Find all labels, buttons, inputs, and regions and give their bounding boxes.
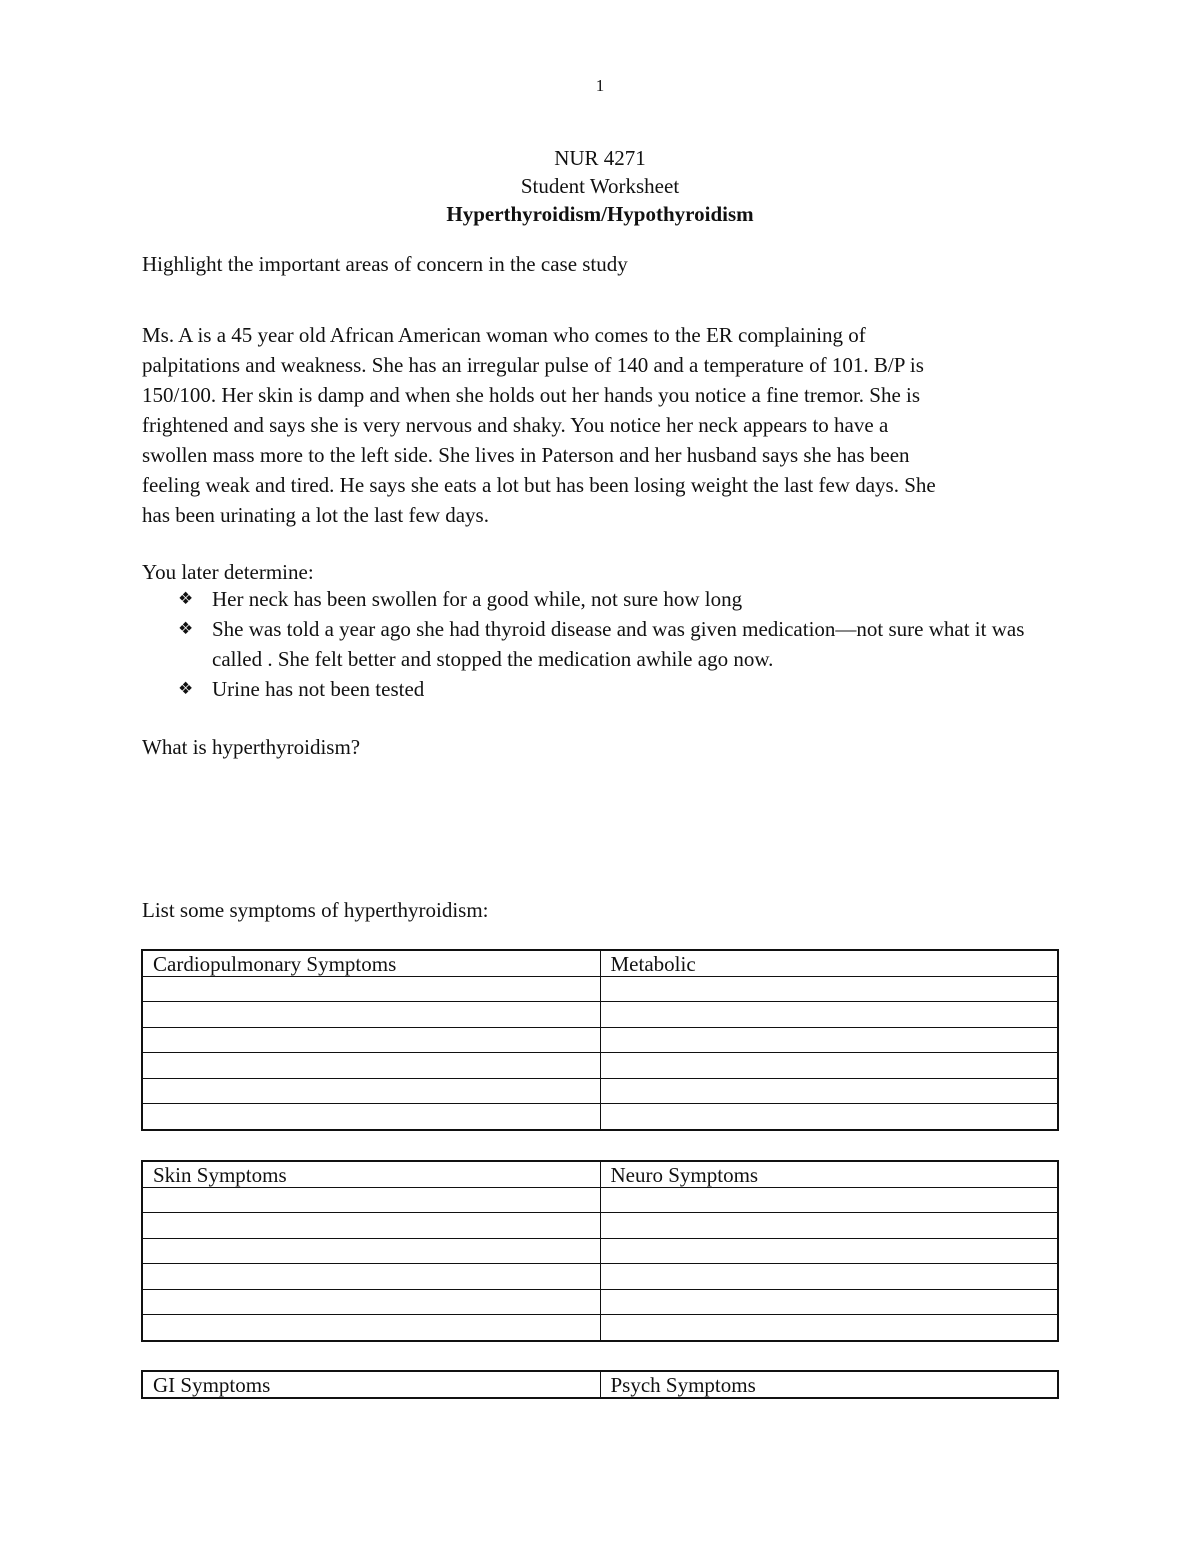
blank-cell[interactable] bbox=[142, 1002, 600, 1028]
blank-cell[interactable] bbox=[600, 1289, 1058, 1315]
blank-cell[interactable] bbox=[600, 1213, 1058, 1239]
column-header-gi: GI Symptoms bbox=[142, 1371, 600, 1398]
findings-list bbox=[142, 584, 1072, 704]
blank-cell[interactable] bbox=[142, 976, 600, 1002]
column-header-neuro: Neuro Symptoms bbox=[600, 1161, 1058, 1187]
table-row bbox=[142, 1315, 1058, 1341]
symptoms-table-cardio-metabolic bbox=[141, 949, 1059, 1131]
instruction-text: Highlight the important areas of concern in the case study bbox=[142, 252, 628, 276]
document-title: Hyperthyroidism/Hypothyroidism bbox=[446, 202, 754, 226]
case-study-line: 150/100. Her skin is damp and when she holds out her hands you notice a fine tremor. She is bbox=[142, 383, 921, 407]
document-type: Student Worksheet bbox=[520, 174, 680, 198]
case-study-line: swollen mass more to the left side. She lives in Paterson and her husband says she has been bbox=[142, 443, 910, 467]
table-row bbox=[142, 1264, 1058, 1290]
blank-cell[interactable] bbox=[600, 1053, 1058, 1079]
case-study-line: Ms. A is a 45 year old African American woman who comes to the ER complaining of bbox=[142, 323, 866, 347]
blank-cell[interactable] bbox=[142, 1315, 600, 1341]
table-row bbox=[142, 976, 1058, 1002]
page-number: 1 bbox=[595, 76, 605, 95]
blank-cell[interactable] bbox=[142, 1213, 600, 1239]
diamond-bullet-icon: ❖ bbox=[178, 619, 194, 639]
list-item-text: Urine has not been tested bbox=[212, 677, 425, 701]
blank-cell[interactable] bbox=[142, 1053, 600, 1079]
symptoms-table-skin-neuro bbox=[141, 1160, 1059, 1342]
column-header-psych: Psych Symptoms bbox=[600, 1371, 1058, 1398]
course-code: NUR 4271 bbox=[554, 146, 646, 170]
case-study-line: feeling weak and tired. He says she eats a lot but has been losing weight the last few days. She bbox=[142, 473, 936, 497]
symptoms-table-gi-psych bbox=[141, 1370, 1059, 1399]
table-row bbox=[142, 1187, 1058, 1213]
blank-cell[interactable] bbox=[600, 1027, 1058, 1053]
blank-cell[interactable] bbox=[142, 1289, 600, 1315]
table-header-row bbox=[142, 1161, 1058, 1187]
table-row bbox=[142, 1053, 1058, 1079]
column-header-cardiopulmonary: Cardiopulmonary Symptoms bbox=[142, 950, 600, 976]
blank-cell[interactable] bbox=[142, 1187, 600, 1213]
column-header-skin: Skin Symptoms bbox=[142, 1161, 600, 1187]
case-study-line: has been urinating a lot the last few days. bbox=[142, 503, 489, 527]
table-row bbox=[142, 1002, 1058, 1028]
blank-cell[interactable] bbox=[600, 1078, 1058, 1104]
list-item bbox=[142, 674, 1072, 704]
blank-cell[interactable] bbox=[142, 1264, 600, 1290]
blank-cell[interactable] bbox=[600, 1315, 1058, 1341]
blank-cell[interactable] bbox=[142, 1078, 600, 1104]
list-item bbox=[142, 614, 1072, 674]
list-item-text: She was told a year ago she had thyroid disease and was given medication—not sure what it was called . She felt better and stopped the medication awhile ago now. bbox=[212, 617, 1025, 671]
case-study-paragraph bbox=[142, 320, 1072, 530]
list-item bbox=[142, 584, 1072, 614]
table-row bbox=[142, 1027, 1058, 1053]
question-symptoms: List some symptoms of hyperthyroidism: bbox=[142, 898, 489, 922]
list-item-text: Her neck has been swollen for a good while, not sure how long bbox=[212, 587, 743, 611]
document-header bbox=[0, 144, 1200, 228]
case-study-line: palpitations and weakness. She has an irregular pulse of 140 and a temperature of 101. B/P is bbox=[142, 353, 924, 377]
table-row bbox=[142, 1213, 1058, 1239]
blank-cell[interactable] bbox=[600, 976, 1058, 1002]
table-row bbox=[142, 1078, 1058, 1104]
blank-cell[interactable] bbox=[142, 1238, 600, 1264]
blank-cell[interactable] bbox=[600, 1238, 1058, 1264]
diamond-bullet-icon: ❖ bbox=[178, 589, 194, 609]
table-row bbox=[142, 1289, 1058, 1315]
table-header-row bbox=[142, 950, 1058, 976]
blank-cell[interactable] bbox=[142, 1027, 600, 1053]
table-row bbox=[142, 1104, 1058, 1130]
diamond-bullet-icon: ❖ bbox=[178, 679, 194, 699]
blank-cell[interactable] bbox=[142, 1104, 600, 1130]
blank-cell[interactable] bbox=[600, 1187, 1058, 1213]
blank-cell[interactable] bbox=[600, 1104, 1058, 1130]
question-hyperthyroidism: What is hyperthyroidism? bbox=[142, 735, 361, 759]
table-row bbox=[142, 1238, 1058, 1264]
column-header-metabolic: Metabolic bbox=[600, 950, 1058, 976]
blank-cell[interactable] bbox=[600, 1002, 1058, 1028]
table-header-row bbox=[142, 1371, 1058, 1398]
blank-cell[interactable] bbox=[600, 1264, 1058, 1290]
determine-intro: You later determine: bbox=[142, 560, 314, 584]
case-study-line: frightened and says she is very nervous and shaky. You notice her neck appears to have a bbox=[142, 413, 889, 437]
